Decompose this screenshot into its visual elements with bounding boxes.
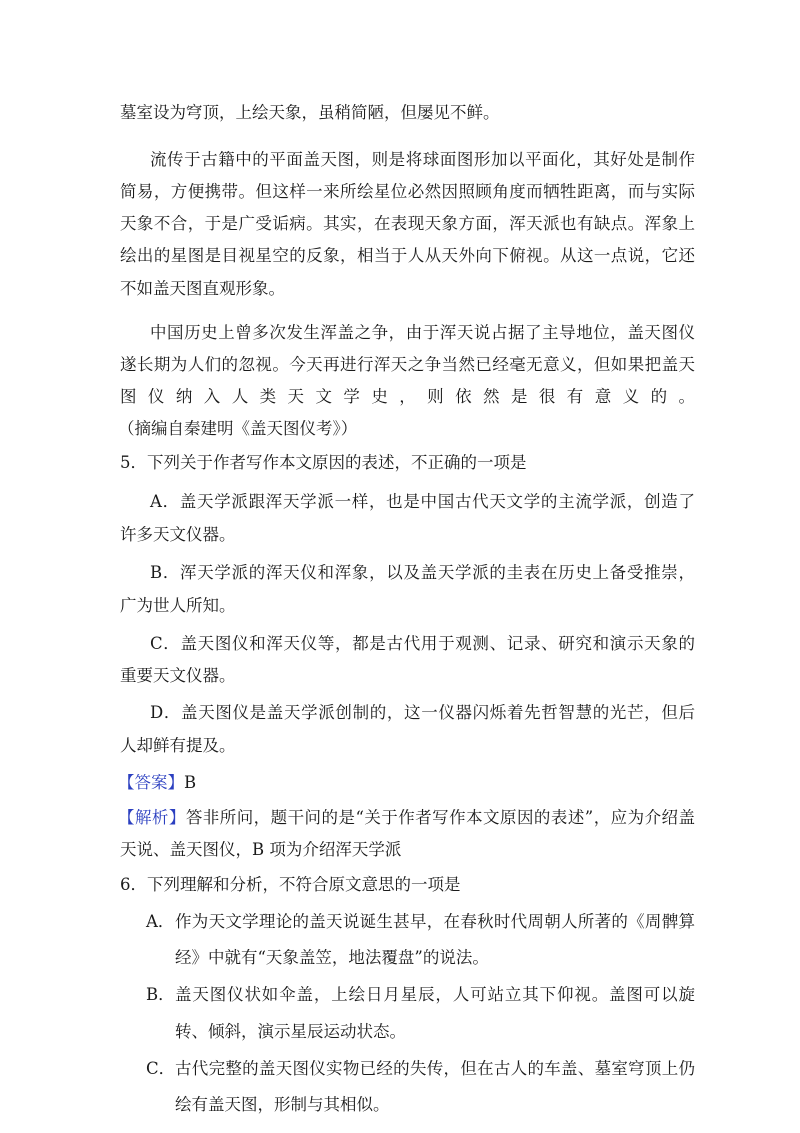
option-b: 盖天图仪状如伞盖，上绘日月星辰，人可站立其下仰视。盖图可以旋: [175, 985, 695, 1004]
passage-line: 天象不合，于是广受诟病。其实，在表现天象方面，浑天派也有缺点。浑象上: [120, 214, 695, 233]
passage-line: 简易，方便携带。但这样一来所绘星位必然因照顾角度而牺牲距离，而与实际: [120, 182, 695, 201]
analysis-line: [118, 807, 695, 829]
option-c-letter: C．: [146, 1059, 176, 1078]
passage-line: 中国历史上曾多次发生浑盖之争，由于浑天说占据了主导地位，盖天图仪: [150, 323, 695, 342]
analysis-tag: 【解析】: [118, 808, 186, 827]
option-a: 作为天文学理论的盖天说诞生甚早，在春秋时代周朝人所著的《周髀算: [175, 912, 695, 931]
option-d: D．盖天图仪是盖天学派创制的，这一仪器闪烁着先哲智慧的光芒，但后: [150, 703, 695, 722]
question-stem: 6．下列理解和分析，不符合原文意思的一项是: [120, 875, 461, 894]
option-c: C．盖天图仪和浑天仪等，都是古代用于观测、记录、研究和演示天象的: [150, 634, 695, 653]
analysis-text: 答非所问，题干问的是“关于作者写作本文原因的表述”，应为介绍盖: [185, 808, 696, 827]
question-stem: 5．下列关于作者写作本文原因的表述，不正确的一项是: [120, 453, 527, 472]
answer-line: [118, 772, 196, 794]
option-a-letter: A．: [146, 912, 175, 931]
option-c-cont: 重要天文仪器。: [120, 666, 236, 685]
option-c: 古代完整的盖天图仪实物已经的失传，但在古人的车盖、墓室穹顶上仍: [175, 1059, 695, 1078]
analysis-cont: 天说、盖天图仪，B 项为介绍浑天学派: [120, 840, 402, 859]
passage-line: 流传于古籍中的平面盖天图，则是将球面图形加以平面化，其好处是制作: [150, 150, 695, 169]
passage-line: 图仪纳入人类天文学史，则依然是很有意义的。: [120, 387, 695, 406]
option-b-letter: B．: [146, 985, 175, 1004]
passage-line: 遂长期为人们的忽视。今天再进行浑天之争当然已经毫无意义，但如果把盖天: [120, 355, 695, 374]
passage-line: 绘出的星图是目视星空的反象，相当于人从天外向下俯视。从这一点说，它还: [120, 246, 695, 265]
option-a-cont: 许多天文仪器。: [120, 525, 236, 544]
answer-value: B: [184, 773, 197, 792]
passage-line: 墓室设为穹顶，上绘天象，虽稍简陋，但屡见不鲜。: [120, 103, 500, 122]
option-d-cont: 人却鲜有提及。: [120, 736, 236, 755]
option-c-cont: 绘有盖天图，形制与其相似。: [175, 1095, 390, 1114]
passage-source: （摘编自秦建明《盖天图仪考》）: [118, 419, 358, 438]
answer-tag: 【答案】: [118, 773, 184, 792]
option-b-cont: 广为世人所知。: [120, 596, 236, 615]
option-a: A．盖天学派跟浑天学派一样，也是中国古代天文学的主流学派，创造了: [150, 492, 695, 511]
option-b: B．浑天学派的浑天仪和浑象，以及盖天学派的圭表在历史上备受推崇，: [150, 563, 695, 582]
passage-line: 不如盖天图直观形象。: [120, 279, 285, 298]
option-a-cont: 经》中就有“天象盖笠，地法覆盘”的说法。: [175, 948, 489, 967]
option-b-cont: 转、倾斜，演示星辰运动状态。: [175, 1022, 406, 1041]
